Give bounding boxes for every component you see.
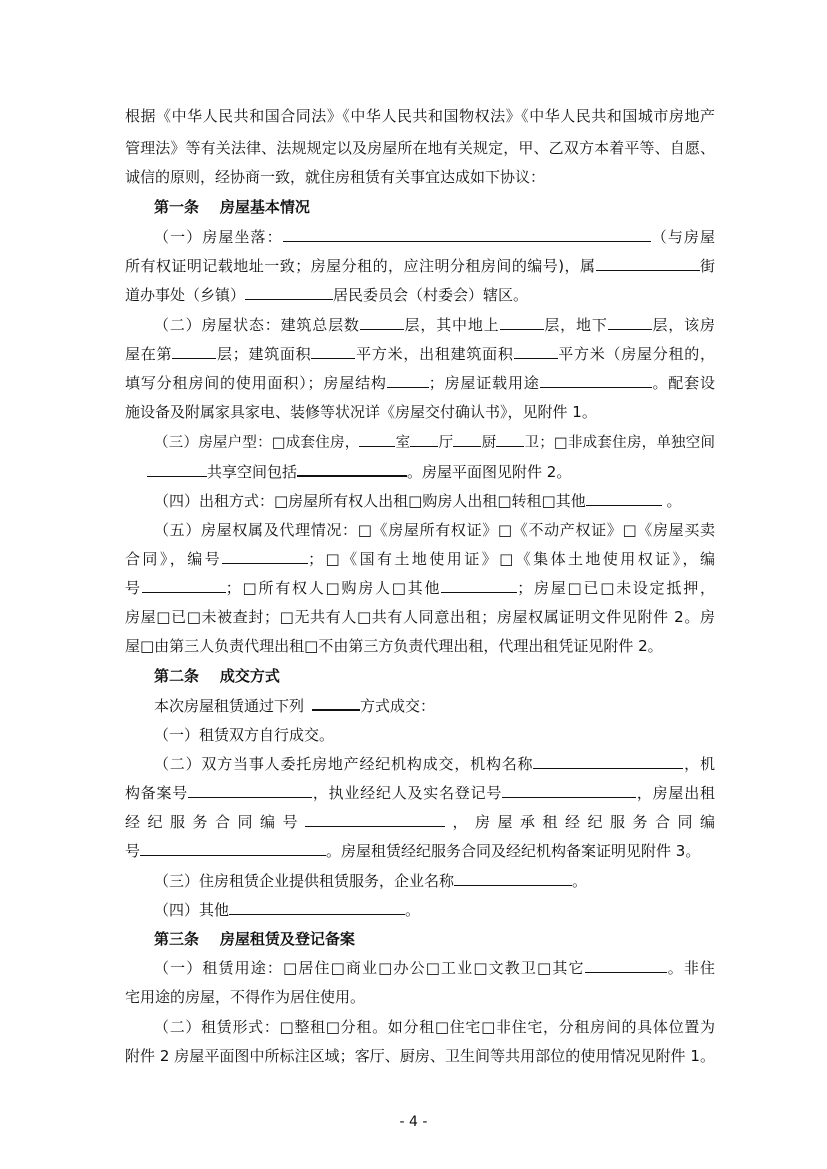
text-line: 屋在第 层；建筑面积 平方米，出租建筑面积 平方米（房屋分租的，: [125, 345, 715, 363]
text-line: 附件 2 房屋平面图中所标注区域；客厅、厨房、卫生间等共用部位的使用情况见附件 1。: [125, 1047, 715, 1065]
blank-field[interactable]: [496, 431, 524, 447]
text-line: 屋□由第三人负责代理出租□不由第三方负责代理出租，代理出租凭证见附件 2。: [125, 637, 663, 655]
blank-field[interactable]: [500, 314, 544, 330]
text-line: （四）出租方式：□房屋所有权人出租□购房人出租□转租□其他 。: [154, 492, 682, 510]
text-line: （二）租赁形式：□整租□分租。如分租□住宅□非住宅，分租房间的具体位置为: [154, 1018, 715, 1036]
blank-field[interactable]: [229, 899, 405, 915]
blank-field[interactable]: [454, 870, 572, 886]
text-line: 经纪服务合同编号 ，房屋承租经纪服务合同编: [125, 813, 715, 831]
section-heading-1: 第一条 房屋基本情况: [154, 198, 310, 216]
text-line: 诚信的原则，经协商一致，就住房租赁有关事宜达成如下协议：: [125, 168, 546, 186]
blank-field[interactable]: [585, 957, 667, 973]
blank-field[interactable]: [360, 314, 404, 330]
blank-field[interactable]: [312, 694, 360, 711]
blank-field[interactable]: [142, 577, 226, 593]
text-line: 道办事处（乡镇） 居民委员会（村委会）辖区。: [125, 286, 529, 304]
blank-field[interactable]: [359, 431, 395, 447]
blank-field[interactable]: [410, 431, 438, 447]
text-line: 共享空间包括 。房屋平面图见附件 2。: [125, 460, 715, 482]
blank-field[interactable]: [586, 490, 662, 506]
text-line: 合同》，编号 ；□《国有土地使用证》□《集体土地使用权证》，编: [125, 550, 715, 568]
text-line: （一）租赁用途：□居住□商业□办公□工业□文教卫□其它 。非住: [154, 959, 715, 977]
blank-field[interactable]: [533, 753, 683, 769]
text-line: 施设备及附属家具家电、装修等状况详《房屋交付确认书》，见附件 1。: [125, 403, 597, 421]
text-line: （五）房屋权属及代理情况：□《房屋所有权证》□《不动产权证》□《房屋买卖: [154, 521, 715, 539]
text-line: 号 ；□所有权人□购房人□其他 ；房屋□已□未设定抵押，: [125, 579, 715, 597]
blank-field[interactable]: [305, 811, 445, 827]
blank-field[interactable]: [245, 284, 333, 300]
blank-field[interactable]: [608, 314, 652, 330]
text-line: （三）房屋户型：□成套住房， 室 厅 厨 卫；□非成套住房，单独空间: [154, 431, 715, 453]
blank-field[interactable]: [514, 343, 558, 359]
text-line: 所有权证明记载地址一致；房屋分租的，应注明分租房间的编号)，属 街: [125, 257, 715, 275]
text-line: 号 。房屋租赁经纪服务合同及经纪机构备案证明见附件 3。: [125, 842, 701, 860]
blank-field[interactable]: [387, 372, 429, 388]
blank-field[interactable]: [140, 840, 326, 856]
text-line: 构备案号 ，执业经纪人及实名登记号 ，房屋出租: [125, 784, 715, 802]
blank-field[interactable]: [502, 782, 636, 798]
section-heading-2: 第二条 成交方式: [154, 667, 280, 685]
blank-field[interactable]: [222, 548, 308, 564]
text-line: 宅用途的房屋，不得作为居住使用。: [125, 988, 366, 1006]
blank-field[interactable]: [540, 372, 652, 388]
blank-field[interactable]: [283, 226, 651, 242]
text-line: 填写分租房间的使用面积）；房屋结构 ；房屋证载用途 。配套设: [125, 374, 715, 392]
blank-field[interactable]: [147, 461, 207, 477]
text-line: 本次房屋租赁通过下列 方式成交：: [154, 694, 715, 716]
text-line: （三）住房租赁企业提供租赁服务，企业名称 。: [154, 872, 588, 890]
page-number: - 4 -: [399, 1114, 428, 1130]
text-line: （一）租赁双方自行成交。: [154, 726, 335, 744]
blank-field[interactable]: [453, 431, 481, 447]
text-line: 根据《中华人民共和国合同法》《中华人民共和国物权法》《中华人民共和国城市房地产: [125, 107, 715, 125]
blank-field[interactable]: [188, 782, 312, 798]
text-line: （一）房屋坐落： （与房屋: [154, 228, 715, 246]
text-line: （二）房屋状态：建筑总层数 层，其中地上 层，地下 层，该房: [154, 316, 715, 334]
text-line: 房屋□已□未被查封；□无共有人□共有人同意出租；房屋权属证明文件见附件 2。房: [125, 608, 715, 626]
blank-field[interactable]: [297, 460, 407, 477]
blank-field[interactable]: [596, 255, 700, 271]
blank-field[interactable]: [311, 343, 355, 359]
blank-field[interactable]: [172, 343, 216, 359]
blank-field[interactable]: [441, 577, 517, 593]
section-heading-3: 第三条 房屋租赁及登记备案: [154, 930, 355, 948]
text-line: 管理法》等有关法律、法规规定以及房屋所在地有关规定，甲、乙双方本着平等、自愿、: [125, 139, 715, 157]
text-line: （四）其他 。: [154, 901, 421, 919]
text-line: （二）双方当事人委托房地产经纪机构成交，机构名称 ，机: [154, 755, 715, 773]
